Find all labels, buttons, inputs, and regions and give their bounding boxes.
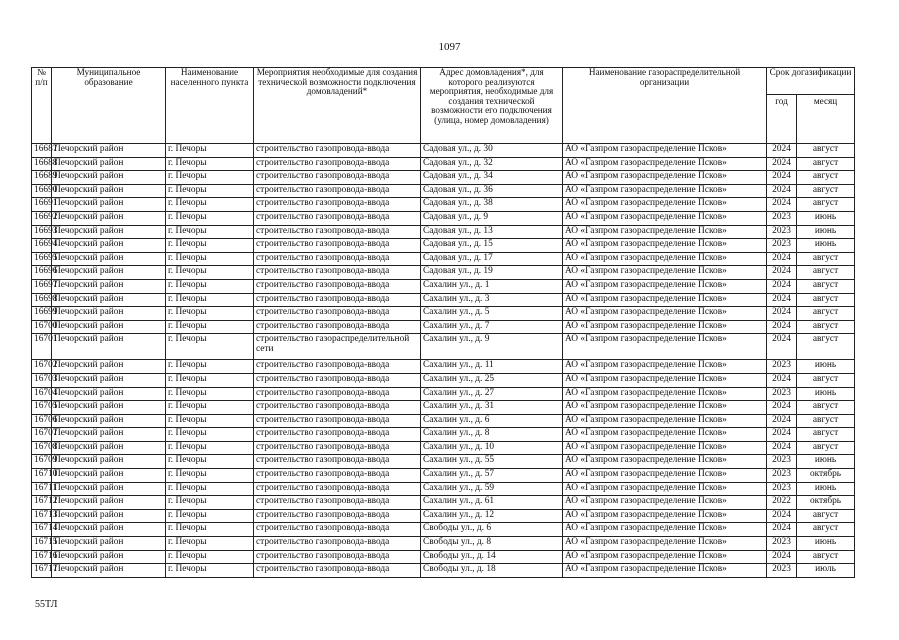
cell-address: Садовая ул., д. 30 (421, 144, 563, 158)
cell-address: Сахалин ул., д. 8 (421, 428, 563, 442)
cell-num: 16702 (32, 360, 52, 374)
cell-month: октябрь (797, 496, 855, 510)
header-settlement: Наименование населенного пункта (166, 68, 254, 144)
cell-year: 2023 (767, 360, 797, 374)
cell-year: 2024 (767, 414, 797, 428)
cell-municipality: Печорский район (52, 279, 166, 293)
cell-month: август (797, 550, 855, 564)
cell-month: июнь (797, 225, 855, 239)
cell-address: Сахалин ул., д. 6 (421, 414, 563, 428)
cell-organization: АО «Газпром газораспределение Псков» (563, 537, 767, 551)
cell-num: 16699 (32, 307, 52, 321)
cell-measures: строительство газораспределительной сети (254, 334, 421, 360)
cell-measures: строительство газопровода-ввода (254, 184, 421, 198)
cell-year: 2024 (767, 334, 797, 360)
cell-measures: строительство газопровода-ввода (254, 496, 421, 510)
cell-address: Сахалин ул., д. 9 (421, 334, 563, 360)
cell-organization: АО «Газпром газораспределение Псков» (563, 482, 767, 496)
cell-measures: строительство газопровода-ввода (254, 252, 421, 266)
cell-month: август (797, 441, 855, 455)
cell-municipality: Печорский район (52, 184, 166, 198)
cell-measures: строительство газопровода-ввода (254, 550, 421, 564)
cell-settlement: г. Печоры (166, 157, 254, 171)
cell-address: Садовая ул., д. 32 (421, 157, 563, 171)
cell-address: Сахалин ул., д. 10 (421, 441, 563, 455)
cell-organization: АО «Газпром газораспределение Псков» (563, 428, 767, 442)
cell-organization: АО «Газпром газораспределение Псков» (563, 334, 767, 360)
cell-measures: строительство газопровода-ввода (254, 307, 421, 321)
cell-month: август (797, 279, 855, 293)
cell-settlement: г. Печоры (166, 334, 254, 360)
cell-num: 16717 (32, 564, 52, 578)
cell-municipality: Печорский район (52, 441, 166, 455)
cell-num: 16711 (32, 482, 52, 496)
table-row (32, 198, 855, 212)
cell-num: 16698 (32, 293, 52, 307)
cell-month: август (797, 373, 855, 387)
cell-municipality: Печорский район (52, 239, 166, 253)
footer-code: 55ТЛ (35, 599, 58, 610)
header-measures: Мероприятия необходимые для создания технической возможности подключения домовладений* (254, 68, 421, 144)
table-row (32, 509, 855, 523)
cell-municipality: Печорский район (52, 482, 166, 496)
cell-municipality: Печорский район (52, 225, 166, 239)
header-month: месяц (797, 95, 855, 144)
cell-year: 2024 (767, 441, 797, 455)
cell-year: 2023 (767, 537, 797, 551)
cell-organization: АО «Газпром газораспределение Псков» (563, 509, 767, 523)
cell-measures: строительство газопровода-ввода (254, 523, 421, 537)
cell-month: июнь (797, 482, 855, 496)
cell-organization: АО «Газпром газораспределение Псков» (563, 279, 767, 293)
cell-organization: АО «Газпром газораспределение Псков» (563, 184, 767, 198)
cell-measures: строительство газопровода-ввода (254, 266, 421, 280)
cell-measures: строительство газопровода-ввода (254, 387, 421, 401)
cell-month: август (797, 252, 855, 266)
cell-organization: АО «Газпром газораспределение Псков» (563, 320, 767, 334)
cell-municipality: Печорский район (52, 469, 166, 483)
cell-municipality: Печорский район (52, 252, 166, 266)
cell-municipality: Печорский район (52, 198, 166, 212)
header-deadline: Срок догазификации (767, 68, 855, 95)
header-num: № п/п (32, 68, 52, 144)
cell-address: Садовая ул., д. 17 (421, 252, 563, 266)
cell-num: 16713 (32, 509, 52, 523)
cell-measures: строительство газопровода-ввода (254, 157, 421, 171)
cell-organization: АО «Газпром газораспределение Псков» (563, 307, 767, 321)
cell-num: 16696 (32, 266, 52, 280)
cell-municipality: Печорский район (52, 537, 166, 551)
cell-address: Сахалин ул., д. 12 (421, 509, 563, 523)
cell-year: 2024 (767, 550, 797, 564)
cell-settlement: г. Печоры (166, 455, 254, 469)
table-row (32, 455, 855, 469)
cell-num: 16690 (32, 184, 52, 198)
table-row (32, 184, 855, 198)
cell-settlement: г. Печоры (166, 320, 254, 334)
cell-municipality: Печорский район (52, 293, 166, 307)
cell-measures: строительство газопровода-ввода (254, 144, 421, 158)
cell-year: 2023 (767, 564, 797, 578)
cell-measures: строительство газопровода-ввода (254, 293, 421, 307)
cell-month: август (797, 184, 855, 198)
cell-num: 16709 (32, 455, 52, 469)
cell-address: Свободы ул., д. 18 (421, 564, 563, 578)
cell-year: 2024 (767, 401, 797, 415)
cell-year: 2024 (767, 279, 797, 293)
cell-year: 2023 (767, 225, 797, 239)
table-row (32, 360, 855, 374)
cell-month: август (797, 523, 855, 537)
cell-measures: строительство газопровода-ввода (254, 482, 421, 496)
cell-num: 16704 (32, 387, 52, 401)
table-row (32, 239, 855, 253)
cell-settlement: г. Печоры (166, 307, 254, 321)
cell-year: 2023 (767, 239, 797, 253)
cell-organization: АО «Газпром газораспределение Псков» (563, 198, 767, 212)
cell-settlement: г. Печоры (166, 550, 254, 564)
cell-address: Садовая ул., д. 38 (421, 198, 563, 212)
cell-num: 16694 (32, 239, 52, 253)
cell-organization: АО «Газпром газораспределение Псков» (563, 157, 767, 171)
cell-address: Сахалин ул., д. 1 (421, 279, 563, 293)
cell-address: Сахалин ул., д. 27 (421, 387, 563, 401)
cell-organization: АО «Газпром газораспределение Псков» (563, 469, 767, 483)
cell-organization: АО «Газпром газораспределение Псков» (563, 293, 767, 307)
cell-num: 16695 (32, 252, 52, 266)
cell-settlement: г. Печоры (166, 441, 254, 455)
cell-settlement: г. Печоры (166, 279, 254, 293)
cell-address: Садовая ул., д. 34 (421, 171, 563, 185)
cell-municipality: Печорский район (52, 144, 166, 158)
gasification-table (31, 67, 855, 578)
cell-settlement: г. Печоры (166, 537, 254, 551)
cell-address: Садовая ул., д. 36 (421, 184, 563, 198)
cell-num: 16716 (32, 550, 52, 564)
cell-organization: АО «Газпром газораспределение Псков» (563, 360, 767, 374)
cell-year: 2023 (767, 469, 797, 483)
cell-organization: АО «Газпром газораспределение Псков» (563, 550, 767, 564)
cell-measures: строительство газопровода-ввода (254, 198, 421, 212)
table-row (32, 537, 855, 551)
cell-settlement: г. Печоры (166, 252, 254, 266)
cell-month: август (797, 428, 855, 442)
cell-num: 16697 (32, 279, 52, 293)
cell-month: июнь (797, 387, 855, 401)
cell-month: август (797, 144, 855, 158)
cell-year: 2024 (767, 157, 797, 171)
table-row (32, 387, 855, 401)
cell-address: Свободы ул., д. 6 (421, 523, 563, 537)
table-row (32, 564, 855, 578)
cell-year: 2024 (767, 252, 797, 266)
cell-organization: АО «Газпром газораспределение Псков» (563, 564, 767, 578)
cell-year: 2022 (767, 496, 797, 510)
cell-month: июнь (797, 455, 855, 469)
cell-month: август (797, 334, 855, 360)
cell-month: октябрь (797, 469, 855, 483)
cell-municipality: Печорский район (52, 428, 166, 442)
cell-settlement: г. Печоры (166, 211, 254, 225)
cell-settlement: г. Печоры (166, 266, 254, 280)
cell-num: 16703 (32, 373, 52, 387)
cell-address: Сахалин ул., д. 3 (421, 293, 563, 307)
table-row (32, 523, 855, 537)
cell-address: Сахалин ул., д. 57 (421, 469, 563, 483)
table-row (32, 414, 855, 428)
cell-municipality: Печорский район (52, 211, 166, 225)
cell-num: 16687 (32, 144, 52, 158)
header-organization: Наименование газораспределительной организации (563, 68, 767, 144)
cell-municipality: Печорский район (52, 307, 166, 321)
cell-settlement: г. Печоры (166, 184, 254, 198)
cell-settlement: г. Печоры (166, 239, 254, 253)
cell-month: август (797, 266, 855, 280)
table-row (32, 252, 855, 266)
cell-settlement: г. Печоры (166, 171, 254, 185)
table-row (32, 157, 855, 171)
table-row (32, 279, 855, 293)
table-row (32, 293, 855, 307)
cell-address: Сахалин ул., д. 25 (421, 373, 563, 387)
cell-organization: АО «Газпром газораспределение Псков» (563, 252, 767, 266)
table-row (32, 320, 855, 334)
cell-num: 16689 (32, 171, 52, 185)
cell-municipality: Печорский район (52, 455, 166, 469)
cell-num: 16712 (32, 496, 52, 510)
cell-month: август (797, 307, 855, 321)
cell-year: 2024 (767, 266, 797, 280)
cell-organization: АО «Газпром газораспределение Псков» (563, 373, 767, 387)
cell-month: август (797, 414, 855, 428)
cell-month: июнь (797, 239, 855, 253)
table-row (32, 401, 855, 415)
cell-month: август (797, 509, 855, 523)
cell-year: 2024 (767, 320, 797, 334)
cell-num: 16691 (32, 198, 52, 212)
table-row (32, 171, 855, 185)
cell-num: 16700 (32, 320, 52, 334)
cell-measures: строительство газопровода-ввода (254, 239, 421, 253)
cell-month: август (797, 401, 855, 415)
cell-municipality: Печорский район (52, 414, 166, 428)
table-row (32, 334, 855, 360)
cell-municipality: Печорский район (52, 496, 166, 510)
cell-year: 2024 (767, 184, 797, 198)
cell-settlement: г. Печоры (166, 469, 254, 483)
cell-organization: АО «Газпром газораспределение Псков» (563, 455, 767, 469)
table-header-row (32, 68, 855, 95)
table-row (32, 482, 855, 496)
cell-measures: строительство газопровода-ввода (254, 414, 421, 428)
cell-settlement: г. Печоры (166, 387, 254, 401)
cell-measures: строительство газопровода-ввода (254, 401, 421, 415)
cell-municipality: Печорский район (52, 401, 166, 415)
page-number: 1097 (438, 41, 461, 53)
cell-month: август (797, 293, 855, 307)
cell-address: Садовая ул., д. 15 (421, 239, 563, 253)
cell-municipality: Печорский район (52, 387, 166, 401)
cell-measures: строительство газопровода-ввода (254, 509, 421, 523)
cell-month: август (797, 157, 855, 171)
cell-settlement: г. Печоры (166, 509, 254, 523)
cell-num: 16701 (32, 334, 52, 360)
cell-measures: строительство газопровода-ввода (254, 225, 421, 239)
cell-year: 2024 (767, 307, 797, 321)
cell-num: 16692 (32, 211, 52, 225)
cell-municipality: Печорский район (52, 550, 166, 564)
cell-municipality: Печорский район (52, 171, 166, 185)
table-row (32, 441, 855, 455)
cell-num: 16710 (32, 469, 52, 483)
cell-year: 2024 (767, 523, 797, 537)
cell-organization: АО «Газпром газораспределение Псков» (563, 387, 767, 401)
cell-organization: АО «Газпром газораспределение Псков» (563, 144, 767, 158)
cell-month: август (797, 320, 855, 334)
cell-year: 2023 (767, 211, 797, 225)
table-row (32, 496, 855, 510)
cell-num: 16714 (32, 523, 52, 537)
cell-measures: строительство газопровода-ввода (254, 373, 421, 387)
cell-municipality: Печорский район (52, 564, 166, 578)
cell-month: август (797, 171, 855, 185)
cell-year: 2024 (767, 198, 797, 212)
cell-measures: строительство газопровода-ввода (254, 320, 421, 334)
cell-address: Сахалин ул., д. 11 (421, 360, 563, 374)
cell-address: Сахалин ул., д. 7 (421, 320, 563, 334)
cell-settlement: г. Печоры (166, 198, 254, 212)
cell-municipality: Печорский район (52, 523, 166, 537)
cell-municipality: Печорский район (52, 509, 166, 523)
cell-settlement: г. Печоры (166, 414, 254, 428)
cell-organization: АО «Газпром газораспределение Псков» (563, 239, 767, 253)
cell-address: Сахалин ул., д. 59 (421, 482, 563, 496)
cell-settlement: г. Печоры (166, 144, 254, 158)
cell-year: 2023 (767, 482, 797, 496)
cell-measures: строительство газопровода-ввода (254, 211, 421, 225)
cell-municipality: Печорский район (52, 157, 166, 171)
cell-address: Свободы ул., д. 8 (421, 537, 563, 551)
cell-num: 16707 (32, 428, 52, 442)
cell-address: Сахалин ул., д. 55 (421, 455, 563, 469)
header-address: Адрес домовладения*, для которого реализуются мероприятия, необходимые для создания технической возможности его подключения (улица, номер домовладения) (421, 68, 563, 144)
table-row (32, 266, 855, 280)
header-year: год (767, 95, 797, 144)
cell-year: 2024 (767, 171, 797, 185)
cell-municipality: Печорский район (52, 360, 166, 374)
cell-organization: АО «Газпром газораспределение Псков» (563, 266, 767, 280)
table-row (32, 373, 855, 387)
cell-measures: строительство газопровода-ввода (254, 360, 421, 374)
cell-settlement: г. Печоры (166, 496, 254, 510)
cell-municipality: Печорский район (52, 320, 166, 334)
table-row (32, 307, 855, 321)
cell-organization: АО «Газпром газораспределение Псков» (563, 496, 767, 510)
cell-organization: АО «Газпром газораспределение Псков» (563, 211, 767, 225)
cell-num: 16693 (32, 225, 52, 239)
cell-year: 2024 (767, 428, 797, 442)
cell-num: 16705 (32, 401, 52, 415)
cell-num: 16688 (32, 157, 52, 171)
cell-municipality: Печорский район (52, 334, 166, 360)
cell-address: Сахалин ул., д. 5 (421, 307, 563, 321)
cell-settlement: г. Печоры (166, 428, 254, 442)
cell-municipality: Печорский район (52, 373, 166, 387)
cell-measures: строительство газопровода-ввода (254, 279, 421, 293)
cell-year: 2023 (767, 387, 797, 401)
cell-measures: строительство газопровода-ввода (254, 537, 421, 551)
table-body (32, 144, 855, 578)
cell-address: Свободы ул., д. 14 (421, 550, 563, 564)
cell-year: 2024 (767, 144, 797, 158)
cell-measures: строительство газопровода-ввода (254, 455, 421, 469)
cell-month: июнь (797, 211, 855, 225)
table-row (32, 211, 855, 225)
cell-year: 2024 (767, 509, 797, 523)
cell-num: 16706 (32, 414, 52, 428)
cell-address: Сахалин ул., д. 61 (421, 496, 563, 510)
table-row (32, 469, 855, 483)
cell-organization: АО «Газпром газораспределение Псков» (563, 414, 767, 428)
table-row (32, 550, 855, 564)
cell-settlement: г. Печоры (166, 360, 254, 374)
cell-year: 2024 (767, 373, 797, 387)
cell-measures: строительство газопровода-ввода (254, 441, 421, 455)
table-row (32, 428, 855, 442)
cell-settlement: г. Печоры (166, 401, 254, 415)
cell-municipality: Печорский район (52, 266, 166, 280)
header-municipality: Муниципальное образование (52, 68, 166, 144)
cell-measures: строительство газопровода-ввода (254, 171, 421, 185)
cell-address: Садовая ул., д. 19 (421, 266, 563, 280)
cell-num: 16715 (32, 537, 52, 551)
cell-address: Сахалин ул., д. 31 (421, 401, 563, 415)
cell-measures: строительство газопровода-ввода (254, 564, 421, 578)
cell-measures: строительство газопровода-ввода (254, 428, 421, 442)
cell-organization: АО «Газпром газораспределение Псков» (563, 523, 767, 537)
table-row (32, 144, 855, 158)
table-row (32, 225, 855, 239)
cell-settlement: г. Печоры (166, 482, 254, 496)
cell-year: 2023 (767, 455, 797, 469)
cell-address: Садовая ул., д. 13 (421, 225, 563, 239)
cell-organization: АО «Газпром газораспределение Псков» (563, 441, 767, 455)
cell-num: 16708 (32, 441, 52, 455)
cell-organization: АО «Газпром газораспределение Псков» (563, 225, 767, 239)
cell-month: август (797, 198, 855, 212)
cell-measures: строительство газопровода-ввода (254, 469, 421, 483)
cell-settlement: г. Печоры (166, 564, 254, 578)
cell-month: июль (797, 564, 855, 578)
cell-organization: АО «Газпром газораспределение Псков» (563, 401, 767, 415)
cell-month: июнь (797, 360, 855, 374)
cell-year: 2024 (767, 293, 797, 307)
cell-settlement: г. Печоры (166, 523, 254, 537)
cell-address: Садовая ул., д. 9 (421, 211, 563, 225)
cell-organization: АО «Газпром газораспределение Псков» (563, 171, 767, 185)
cell-settlement: г. Печоры (166, 293, 254, 307)
cell-settlement: г. Печоры (166, 225, 254, 239)
cell-settlement: г. Печоры (166, 373, 254, 387)
cell-month: июнь (797, 537, 855, 551)
